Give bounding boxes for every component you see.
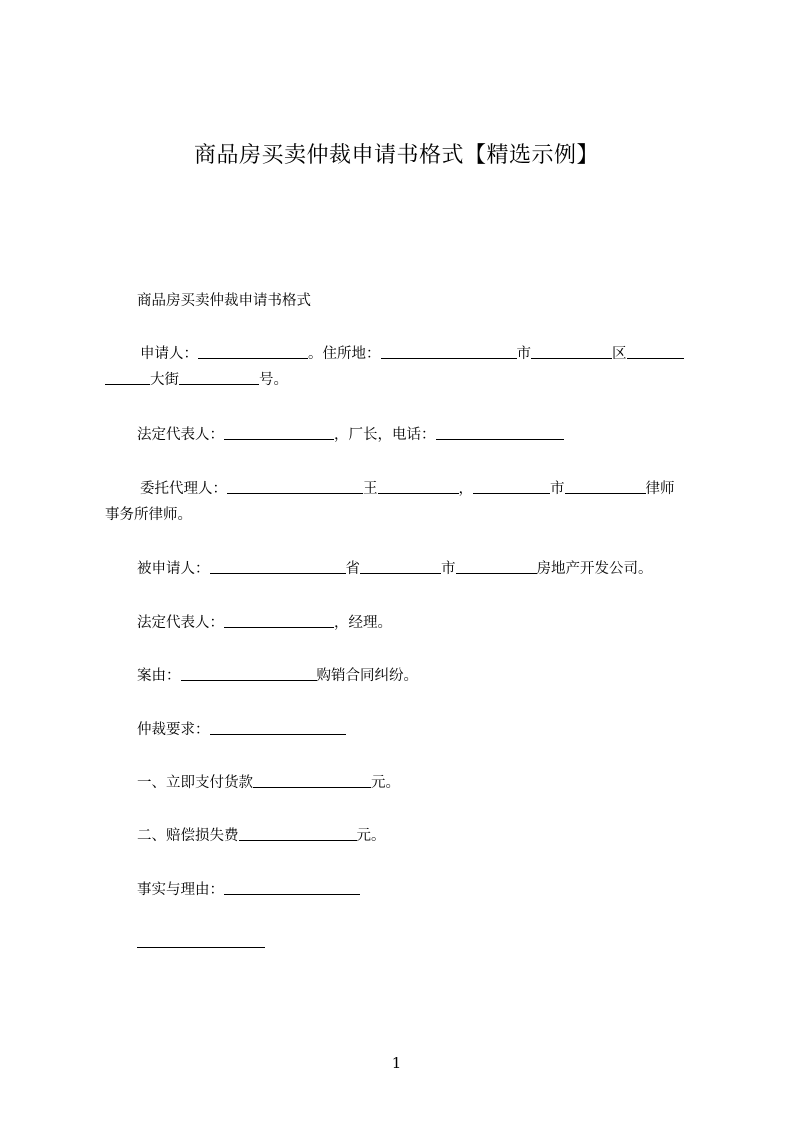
wang-label: 王 — [363, 481, 378, 497]
claim-2-paragraph — [105, 823, 705, 849]
respondent-blank — [210, 558, 346, 574]
agent-comma: ， — [458, 481, 473, 497]
dispute-label: 购销合同纠纷。 — [316, 668, 418, 684]
applicant-label: 申请人： — [140, 346, 198, 362]
claim-2-blank — [239, 825, 357, 841]
document-title: 商品房买卖仲裁申请书格式【精选示例】 — [193, 143, 599, 168]
page-number: 1 — [391, 1054, 402, 1072]
city-blank — [531, 343, 612, 359]
claim-1-paragraph — [105, 770, 705, 796]
case-label: 案由： — [137, 668, 181, 684]
respondent-label: 被申请人： — [137, 561, 210, 577]
facts-paragraph — [105, 877, 705, 903]
wang-blank — [378, 478, 459, 494]
province-blank — [360, 558, 441, 574]
legal-rep-2-blank — [224, 612, 334, 628]
trailing-blank — [137, 932, 265, 948]
agent-label: 委托代理人： — [140, 481, 227, 497]
case-paragraph — [105, 663, 705, 689]
number-blank — [179, 369, 259, 385]
legal-rep-2-paragraph — [105, 610, 705, 636]
claim-2-prefix: 二、赔偿损失费 — [137, 828, 239, 844]
firm-label: 事务所律师。 — [105, 507, 192, 523]
district-label: 区 — [612, 346, 627, 362]
claims-label: 仲裁要求： — [137, 722, 210, 738]
street-blank — [105, 369, 150, 385]
claim-1-blank — [253, 772, 371, 788]
claims-paragraph — [105, 717, 705, 743]
number-label: 号。 — [259, 372, 288, 388]
street-label: 大街 — [150, 372, 179, 388]
agent-paragraph — [105, 476, 705, 528]
applicant-paragraph — [105, 341, 705, 393]
province-label: 省 — [345, 561, 360, 577]
city-label: 市 — [516, 346, 531, 362]
legal-rep-1-paragraph — [105, 422, 705, 448]
address-blank — [381, 343, 517, 359]
subtitle-paragraph — [105, 288, 705, 314]
claim-1-suffix: 元。 — [371, 775, 400, 791]
legal-rep-2-label: 法定代表人： — [137, 615, 224, 631]
factory-label: ，厂长，电话： — [334, 427, 436, 443]
legal-rep-1-blank — [224, 424, 334, 440]
manager-label: ，经理。 — [334, 615, 392, 631]
phone-blank — [436, 424, 564, 440]
legal-rep-1-label: 法定代表人： — [137, 427, 224, 443]
district-blank — [627, 343, 684, 359]
respondent-city-label: 市 — [441, 561, 456, 577]
claim-1-prefix: 一、立即支付货款 — [137, 775, 253, 791]
agent-city-label: 市 — [550, 481, 565, 497]
applicant-name-blank — [198, 343, 308, 359]
trailing-blank-paragraph — [105, 930, 705, 956]
subtitle: 商品房买卖仲裁申请书格式 — [137, 293, 311, 309]
claims-blank — [210, 719, 346, 735]
agent-city-blank — [473, 478, 550, 494]
agent-blank — [227, 478, 363, 494]
case-blank — [181, 665, 317, 681]
respondent-city-blank — [456, 558, 537, 574]
agent-firm-blank — [565, 478, 646, 494]
address-label: 。住所地： — [308, 346, 381, 362]
facts-label: 事实与理由： — [137, 882, 224, 898]
respondent-paragraph — [105, 556, 705, 582]
lawyer-label: 律师 — [645, 481, 675, 497]
claim-2-suffix: 元。 — [356, 828, 386, 844]
facts-blank — [224, 879, 360, 895]
company-label: 房地产开发公司。 — [536, 561, 653, 577]
